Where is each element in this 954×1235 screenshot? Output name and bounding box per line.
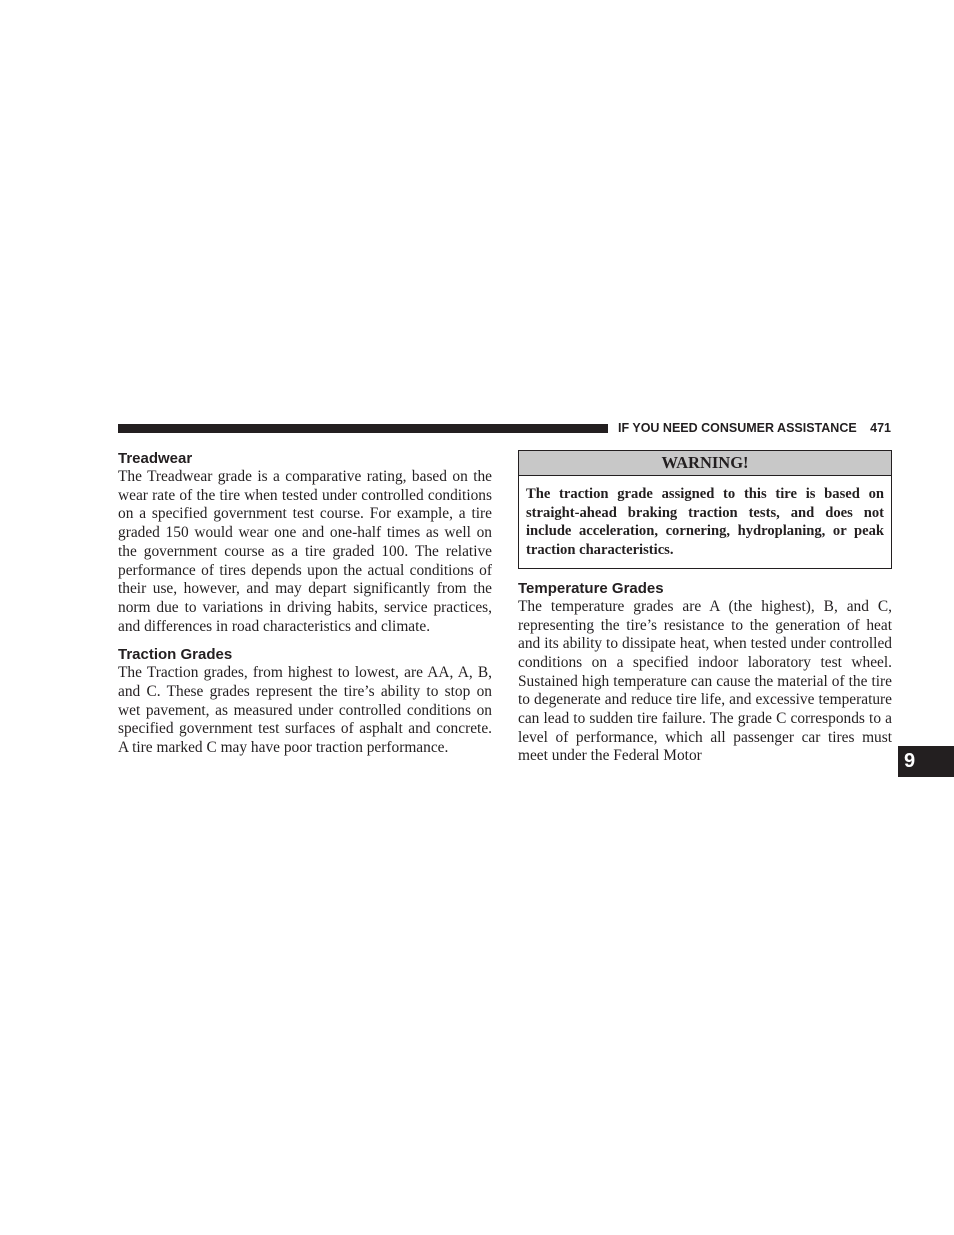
header-rule [118,424,608,433]
section-spacer [518,569,892,580]
temperature-grades-heading: Temperature Grades [518,579,664,597]
temperature-grades-paragraph: The temperature grades are A (the highest), B, and C, representing the tire’s resistance to the generation of heat and its ability to dissipate heat, when tested under controlled conditions on a specified indoor laboratory test wheel. Sustained high temperature can cause the material of the tire to degenerate and reduce tire life, and excessive temperature can lead to sudden tire failure. The grade C corresponds to a level of performance, which all passenger car tires must meet under the Federal Motor [518,597,892,765]
warning-title: WARNING! [519,451,891,476]
traction-grades-heading: Traction Grades [118,646,233,664]
section-spacer [118,636,492,646]
warning-body: The traction grade assigned to this tire is based on straight-ahead braking traction tests, and does not include acceleration, cornering, hydroplaning, or peak traction characteristics. [526,486,884,559]
left-column [118,450,492,758]
page-number: 471 [870,421,891,435]
treadwear-paragraph: The Treadwear grade is a comparative rating, based on the wear rate of the tire when tested under controlled conditions on a specified government test course. For example, a tire graded 150 would wear one and one-half times as well on the government course as a tire graded 100. The relative performance of tires depends upon the actual conditions of their use, however, and may depart significantly from the norm due to variations in driving habits, service practices, and differences in road characteristics and climate. [118,468,492,635]
header-section-title: IF YOU NEED CONSUMER ASSISTANCE [618,421,857,435]
warning-box [518,450,892,569]
treadwear-heading: Treadwear [118,450,193,467]
chapter-tab: 9 [898,746,954,777]
running-header [618,420,891,436]
right-column [518,450,892,766]
traction-grades-paragraph: The Traction grades, from highest to lowest, are AA, A, B, and C. These grades represent the tire’s ability to stop on wet pavement, as measured under controlled conditions on specified government test surfaces of asphalt and concrete. A tire marked C may have poor traction performance. [118,664,492,757]
